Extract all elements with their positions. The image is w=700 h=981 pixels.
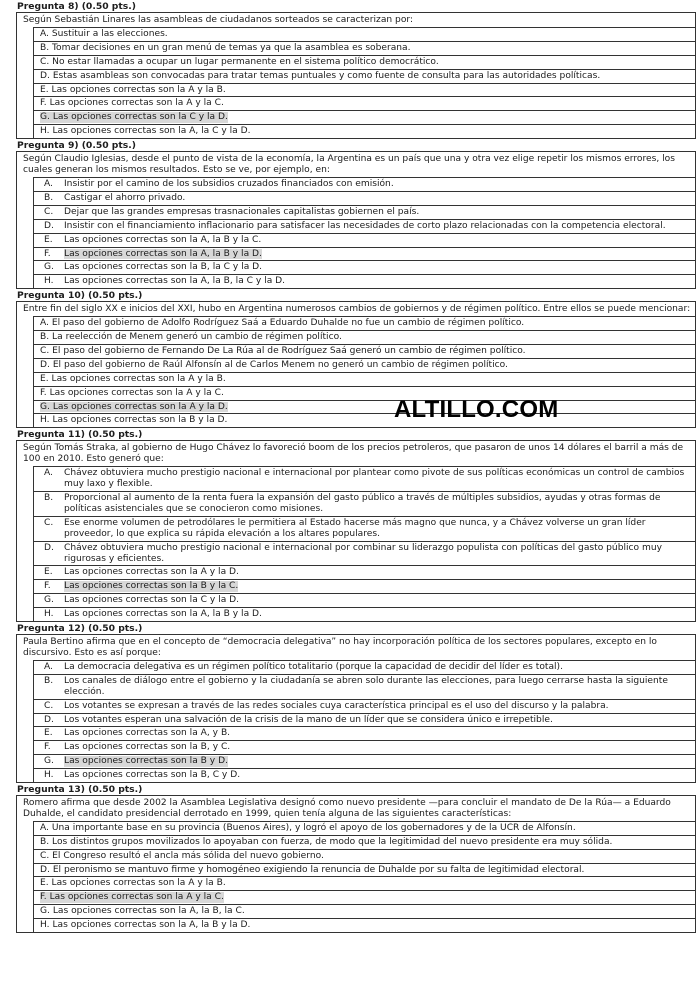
option-letter: F. xyxy=(40,387,47,398)
option-text: Las opciones correctas son la B, la C y la D. xyxy=(64,262,263,273)
option-letter: C. xyxy=(40,345,50,356)
option-text: Los canales de diálogo entre el gobierno y la ciudadanía se abren solo durante las elecciones, para luego cerrarse hasta la siguiente elección. xyxy=(64,675,668,697)
option-f[interactable] xyxy=(34,96,695,110)
option-h[interactable] xyxy=(34,124,695,138)
question-10 xyxy=(16,289,696,428)
option-f-selected[interactable] xyxy=(34,579,695,593)
question-stem: Entre fin del siglo XX e inicios del XXI, hubo en Argentina numerosos cambios de gobiernos y de régimen político. Entre ellos se puede mencionar: xyxy=(23,304,691,315)
option-e[interactable] xyxy=(34,565,695,579)
option-d[interactable] xyxy=(34,219,695,233)
option-c[interactable] xyxy=(34,344,695,358)
question-title: Pregunta 12) (0.50 pts.) xyxy=(17,623,143,635)
option-f-selected[interactable] xyxy=(34,890,695,904)
option-letter: D. xyxy=(44,714,54,725)
question-box xyxy=(16,795,696,933)
option-letter: C. xyxy=(44,700,54,711)
option-letter: B. xyxy=(44,192,54,203)
option-letter: A. xyxy=(40,822,49,833)
option-letter: G. xyxy=(40,401,50,412)
option-f-selected[interactable] xyxy=(34,247,695,261)
option-d[interactable] xyxy=(34,69,695,83)
option-text: Estas asambleas son convocadas para tratar temas puntuales y como fuente de consulta para las autoridades políticas. xyxy=(52,70,601,81)
option-b[interactable] xyxy=(34,491,695,516)
option-text: Castigar el ahorro privado. xyxy=(64,192,186,203)
question-8 xyxy=(16,0,696,139)
option-c[interactable] xyxy=(34,516,695,541)
question-box xyxy=(16,634,696,783)
option-g-selected[interactable] xyxy=(34,400,695,414)
option-letter: A. xyxy=(40,318,49,329)
option-text: Las opciones correctas son la A, la B, la C y la D. xyxy=(64,276,286,287)
question-title: Pregunta 10) (0.50 pts.) xyxy=(17,290,143,302)
option-g[interactable] xyxy=(34,904,695,918)
option-e[interactable] xyxy=(34,876,695,890)
option-text: Una importante base en su provincia (Buenos Aires), y logró el apoyo de los gobernadores y de la UCR de Alfonsín. xyxy=(51,822,576,833)
question-title: Pregunta 9) (0.50 pts.) xyxy=(17,140,136,152)
option-d[interactable] xyxy=(34,863,695,877)
question-box xyxy=(16,440,696,622)
option-letter: D. xyxy=(40,359,50,370)
question-13 xyxy=(16,783,696,933)
option-text: La reelección de Menem generó un cambio de régimen político. xyxy=(52,332,342,343)
option-letter: A. xyxy=(40,28,49,39)
option-f[interactable] xyxy=(34,740,695,754)
option-h[interactable] xyxy=(34,274,695,288)
option-text: El paso del gobierno de Raúl Alfonsín al de Carlos Menem no generó un cambio de régimen político. xyxy=(52,359,508,370)
options-list xyxy=(33,821,695,932)
option-letter: F. xyxy=(44,581,51,592)
question-stem: Paula Bertino afirma que en el concepto de “democracia delegativa” no hay incorporación política de los sectores populares, excepto en lo discursivo. Esto es así porque: xyxy=(23,637,657,658)
option-letter: G. xyxy=(44,756,54,767)
option-letter: F. xyxy=(40,892,47,903)
option-e[interactable] xyxy=(34,233,695,247)
option-text: Las opciones correctas son la A, la B y la D. xyxy=(64,609,262,620)
question-box xyxy=(16,12,696,139)
exam-page xyxy=(16,0,696,933)
option-text: El paso del gobierno de Adolfo Rodríguez Saá a Eduardo Duhalde no fue un cambio de régimen político. xyxy=(51,318,525,329)
option-text: Insistir con el financiamiento inflacionario para satisfacer las necesidades de corto plazo relacionadas con la competencia electoral. xyxy=(64,220,666,231)
option-text: Las opciones correctas son la A, la B y la D. xyxy=(64,248,262,259)
option-text: Las opciones correctas son la A, la B y la C. xyxy=(64,234,262,245)
option-text: Chávez obtuviera mucho prestigio nacional e internacional por plantear como pivote de sus políticas económicas un control de cambios muy laxo y flexible. xyxy=(64,468,685,490)
option-h[interactable] xyxy=(34,413,695,427)
option-g-selected[interactable] xyxy=(34,110,695,124)
option-letter: E. xyxy=(44,728,53,739)
options-list xyxy=(33,660,695,782)
option-letter: B. xyxy=(40,836,50,847)
option-letter: A. xyxy=(44,468,53,479)
option-letter: D. xyxy=(44,542,54,553)
option-letter: H. xyxy=(44,770,54,781)
option-a[interactable] xyxy=(34,466,695,491)
option-g[interactable] xyxy=(34,593,695,607)
option-d[interactable] xyxy=(34,541,695,566)
options-list xyxy=(33,177,695,288)
option-letter: G. xyxy=(44,262,54,273)
option-text: Los votantes se expresan a través de las redes sociales cuya característica principal es el uso del discurso y la palabra. xyxy=(64,700,609,711)
question-stem: Según Claudio Iglesias, desde el punto de vista de la economía, la Argentina es un país que una y otra vez elige repetir los mismos errores, los cuales generan los mismos resultados. Esto se ve, por ejemplo, en: xyxy=(23,154,675,176)
option-b[interactable] xyxy=(34,835,695,849)
question-stem: Romero afirma que desde 2002 la Asamblea Legislativa designó como nuevo presidente —para concluir el mandato de De la Rúa— a Eduardo Duhalde, el candidato presidencial derrotado en 1999, quien tenía alguna de las siguientes características: xyxy=(23,798,671,819)
option-letter: E. xyxy=(44,234,53,245)
question-title: Pregunta 13) (0.50 pts.) xyxy=(17,784,143,796)
option-text: El peronismo se mantuvo firme y homogéneo exigiendo la renuncia de Duhalde por su falta de legitimidad electoral. xyxy=(52,864,585,875)
option-text: Las opciones correctas son la A y la C. xyxy=(49,98,224,109)
options-list xyxy=(33,27,695,138)
option-letter: H. xyxy=(44,609,54,620)
option-text: Dejar que las grandes empresas trasnacionales capitalistas gobiernen el país. xyxy=(64,206,420,217)
option-c[interactable] xyxy=(34,699,695,713)
option-text: Las opciones correctas son la A, y B. xyxy=(64,728,231,739)
option-letter: A. xyxy=(44,661,53,672)
question-stem: Según Tomás Straka, al gobierno de Hugo Chávez lo favoreció boom de los precios petroleros, que pasaron de unos 14 dólares el barril a más de 100 en 2010. Esto generó que: xyxy=(23,443,684,465)
option-letter: C. xyxy=(44,517,54,528)
option-b[interactable] xyxy=(34,41,695,55)
option-letter: D. xyxy=(44,220,54,231)
option-text: Ese enorme volumen de petrodólares le permitiera al Estado hacerse más magno que nunca, y a Chávez volverse un gran líder proveedor, lo que explica su rápida elevación a los altares populares. xyxy=(64,517,646,539)
option-e[interactable] xyxy=(34,83,695,97)
option-d[interactable] xyxy=(34,713,695,727)
option-letter: C. xyxy=(40,850,50,861)
option-text: Tomar decisiones en un gran menú de temas ya que la asamblea es soberana. xyxy=(52,42,411,53)
option-text: Los votantes esperan una salvación de la crisis de la mano de un líder que se considera único e irrepetible. xyxy=(64,714,553,725)
option-letter: F. xyxy=(40,98,47,109)
option-text: Las opciones correctas son la A y la B. xyxy=(51,878,226,889)
question-9 xyxy=(16,139,696,289)
option-letter: B. xyxy=(44,675,54,686)
option-text: El Congreso resultó el ancla más sólida del nuevo gobierno. xyxy=(52,850,324,861)
option-letter: H. xyxy=(44,276,54,287)
question-box xyxy=(16,151,696,289)
question-title: Pregunta 8) (0.50 pts.) xyxy=(17,1,136,12)
option-letter: E. xyxy=(44,567,53,578)
options-list xyxy=(33,466,695,621)
option-text: Los distintos grupos movilizados lo apoyaban con fuerza, de modo que la legitimidad del nuevo presidente era muy sólida. xyxy=(52,836,613,847)
option-letter: B. xyxy=(40,42,50,53)
option-letter: H. xyxy=(40,126,50,137)
option-text: Las opciones correctas son la B, C y D. xyxy=(64,770,241,781)
option-letter: E. xyxy=(40,878,49,889)
question-box xyxy=(16,301,696,428)
option-text: Las opciones correctas son la C y la D. xyxy=(64,595,240,606)
option-text: No estar llamadas a ocupar un lugar permanente en el sistema político democrático. xyxy=(52,56,439,67)
option-a[interactable] xyxy=(34,27,695,41)
option-text: El paso del gobierno de Fernando De La Rúa al de Rodríguez Saá generó un cambio de régimen político. xyxy=(52,345,526,356)
option-a[interactable] xyxy=(34,821,695,835)
option-b[interactable] xyxy=(34,674,695,699)
option-text: La democracia delegativa es un régimen político totalitario (porque la capacidad de decidir del líder es total). xyxy=(64,661,563,672)
option-letter: F. xyxy=(44,742,51,753)
option-letter: B. xyxy=(40,332,50,343)
option-text: Las opciones correctas son la B y la D. xyxy=(52,415,228,426)
option-text: Chávez obtuviera mucho prestigio nacional e internacional por combinar su liderazgo populista con políticas del gasto público muy rigurosas y eficientes. xyxy=(64,542,662,564)
option-text: Insistir por el camino de los subsidios cruzados financiados con emisión. xyxy=(64,178,394,189)
option-c[interactable] xyxy=(34,55,695,69)
option-letter: G. xyxy=(40,112,50,123)
option-letter: A. xyxy=(44,178,53,189)
option-text: Las opciones correctas son la A, la B, la C. xyxy=(52,906,245,917)
option-text: Las opciones correctas son la A, la B y la D. xyxy=(52,920,251,931)
option-e[interactable] xyxy=(34,372,695,386)
question-stem: Según Sebastián Linares las asambleas de ciudadanos sorteados se caracterizan por: xyxy=(23,15,414,25)
option-text: Las opciones correctas son la B y D. xyxy=(64,756,228,767)
option-h[interactable] xyxy=(34,918,695,932)
option-text: Las opciones correctas son la A y la B. xyxy=(51,373,226,384)
option-letter: E. xyxy=(40,84,49,95)
option-g[interactable] xyxy=(34,260,695,274)
option-text: Las opciones correctas son la A y la C. xyxy=(49,892,224,903)
option-letter: H. xyxy=(40,920,50,931)
option-letter: H. xyxy=(40,415,50,426)
option-e[interactable] xyxy=(34,726,695,740)
question-12 xyxy=(16,622,696,783)
option-letter: D. xyxy=(40,864,50,875)
option-text: Las opciones correctas son la B y la C. xyxy=(64,581,239,592)
option-text: Sustituir a las elecciones. xyxy=(51,28,168,39)
option-b[interactable] xyxy=(34,191,695,205)
option-g-selected[interactable] xyxy=(34,754,695,768)
options-list xyxy=(33,316,695,427)
option-text: Las opciones correctas son la A y la D. xyxy=(52,401,228,412)
option-c[interactable] xyxy=(34,849,695,863)
option-letter: C. xyxy=(40,56,50,67)
option-h[interactable] xyxy=(34,768,695,782)
option-text: Las opciones correctas son la A y la C. xyxy=(49,387,224,398)
question-11 xyxy=(16,428,696,622)
option-b[interactable] xyxy=(34,330,695,344)
option-a[interactable] xyxy=(34,177,695,191)
question-title: Pregunta 11) (0.50 pts.) xyxy=(17,429,143,441)
option-text: Las opciones correctas son la A y la B. xyxy=(51,84,226,95)
option-text: Las opciones correctas son la C y la D. xyxy=(52,112,228,123)
option-text: Las opciones correctas son la B, y C. xyxy=(64,742,231,753)
option-c[interactable] xyxy=(34,205,695,219)
option-letter: B. xyxy=(44,493,54,503)
option-letter: F. xyxy=(44,248,51,259)
option-a[interactable] xyxy=(34,316,695,330)
option-a[interactable] xyxy=(34,660,695,674)
option-d[interactable] xyxy=(34,358,695,372)
option-text: Las opciones correctas son la A, la C y la D. xyxy=(52,126,251,137)
option-letter: E. xyxy=(40,373,49,384)
option-letter: G. xyxy=(44,595,54,606)
option-letter: G. xyxy=(40,906,50,917)
option-h[interactable] xyxy=(34,607,695,621)
option-letter: C. xyxy=(44,206,54,217)
watermark-logo: ALTILLO.COM xyxy=(394,396,559,423)
option-text: Proporcional al aumento de la renta fuera la expansión del gasto público a través de múltiples subsidios, ayudas y otras formas de políticas asistenciales que se conocieron como misiones. xyxy=(64,493,661,514)
option-f[interactable] xyxy=(34,386,695,400)
option-text: Las opciones correctas son la A y la D. xyxy=(64,567,239,578)
option-letter: D. xyxy=(40,70,50,81)
